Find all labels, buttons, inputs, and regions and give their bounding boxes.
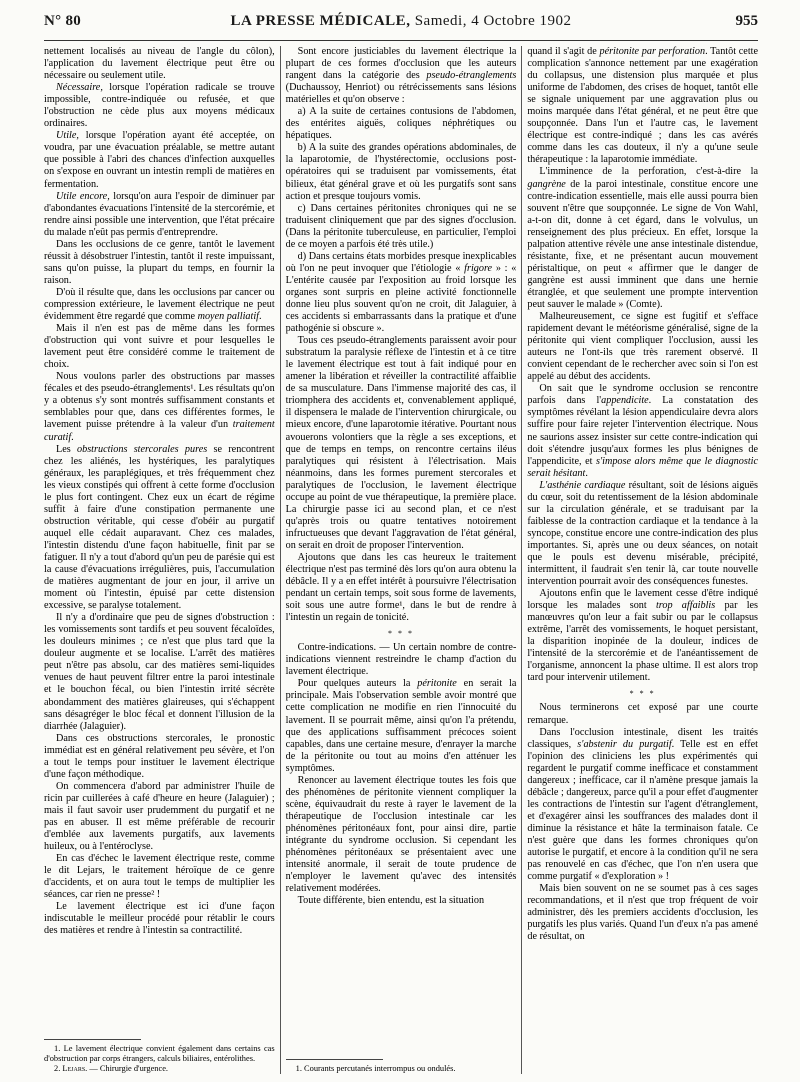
paragraph [286,678,517,774]
paragraph: Mais il n'en est pas de même dans les formes d'obstruction qui vont suivre et pour lesquelles le lavement peut être considéré comme le traitement de choix. [44,323,275,371]
list-item [286,251,517,335]
text: lorsque l'opération ayant été acceptée, on voudra, par une évacuation préalable, se mettre autant que possible à l'abri des chances d'infection auxquelles on s'expose en ouvrant un intestin rempli de matières en fermentation. [44,130,275,190]
emphasis: trop affaiblis [655,600,716,612]
column-3 [522,46,758,1074]
author-name: Lejars. [62,1064,88,1073]
list-item: b) A la suite des grandes opérations abdominales, de la laparotomie, de l'hystérectomie, occlusions post-opératoires qui se traduisent par vomissements, état bilieux, état général grave et où les purgatifs sont sans action et presque toujours vomis. [285,142,517,202]
text: Ajoutons enfin que le lavement cesse d'être indiqué lorsque les malades sont [527,588,759,612]
emphasis: appendicite [601,395,649,407]
paragraph: Le lavement électrique est ici d'une façon indiscutable le meilleur procédé pour rétablir le cours des matières et rendre à l'intestin sa contractilité. [44,901,275,937]
paragraph: Ajoutons que dans les cas heureux le traitement électrique n'est pas terminé dès lors qu'on aura obtenu la débâcle. Il y a en effet intérêt à poursuivre l'électrisation pendant un certain temps, soit sous forme de lavements, soit sous une autre forme¹, dans le but de rendre à l'intestin un regain de tonicité. [285,551,517,624]
text: . Telle est en effet l'opinion des cliniciens les plus expérimentés qui regardent le purgatif comme inefficace et constamment dangereux ; inefficace, car il n'amène presque jamais la débâcle ; dangereux, parce qu'il a pour effet d'augmenter les contractions de l'intestin sur l'agent d'étranglement, et d'exagérer ainsi les souffrances des malades dont il diminue la résistance et hâte la terminaison fatale. Ce n'est guère que dans les formes chroniques qu'on autorise le purgatif, et encore à la condition qu'il ne sera pas renouvelé en cas d'échec, que l'on n'en usera que comme purgatif « d'exploration » ! [527,738,759,883]
emphasis: péritonite par perforation [599,46,706,57]
emphasis: L'asthénie cardiaque [539,479,626,491]
text: lorsque l'opération radicale se trouve impossible, contre-indiquée ou refusée, et que l'obstruction ne cède plus aux moyens médicaux ordinaires. [44,82,275,130]
text: en serait la principale. Mais l'observation semble avoir montré que cette complication ne modifie en rien l'innocuité du lavement. Il se pourrait même, ainsi qu'on l'a prétendu, que des applications suffisamment précoces soient capables, dans une certaine mesure, d'enrayer la marche de la péritonite ou tout au moins d'en atténuer les symptômes. [285,678,517,774]
paragraph [44,82,275,130]
text: On sait que le syndrome occlusion se rencontre parfois dans l' [527,383,759,407]
paragraph: Dans ces obstructions stercorales, le pronostic immédiat est en général relativement peu sévère, et l'on a tout le temps pour instituer le lavement électrique d'une façon méthodique. [44,732,275,780]
footnotes [44,1033,275,1074]
paragraph [44,287,275,323]
emphasis: Utile, [56,130,79,142]
footnote-rule [286,1059,383,1060]
emphasis: péritonite [417,678,457,690]
text: Nous voulons parler des obstructions par masses fécales et des pseudo-étranglements¹. Les résultats qu'on y a obtenus s'y sont montrés suffisamment constants et semblables pour que, dans ces différentes formes, le lavement puisse prétendre à la valeur d'un [44,371,275,431]
page-header [44,0,758,41]
paragraph: Il n'y a d'ordinaire que peu de signes d'obstruction : les vomissements sont tardifs et peu souvent fécaloïdes, les douleurs minimes ; ce n'est que plus tard que la douleur augmente et se localise. L'arrêt des matières peut n'être pas absolu, car des matières semi-liquides venues de haut peuvent filtrer entre la paroi intestinale et le bouchon fécal, ou bien l'intestin irrité sécrète abondamment des matières glaireuses, qui s'échappent sans désagréger le bloc fécal et donnent l'illusion de la diarrhée (Jalaguier). [44,612,275,732]
paragraph: Toute différente, bien entendu, est la situation [297,895,485,907]
issue-date: Samedi, 4 Octobre 1902 [414,13,572,29]
emphasis: gangrène [527,178,566,190]
page-number: 955 [735,13,758,29]
emphasis: moyen palliatif [197,311,259,323]
paragraph [44,191,275,239]
issue-number: N° 80 [44,13,82,29]
emphasis: Nécessaire, [56,82,103,94]
footnote-rule [44,1039,141,1040]
footnote [44,1064,275,1074]
emphasis: Utile encore, [56,190,110,202]
text: par les manœuvres qu'on leur a fait subir ou par le collapsus extrême, l'arrêt des vomissements, le hoquet persistant, la disparition inopinée de la douleur, indices de l'intensité de la stercorémie et de l'anéantissement de l'organisme, annoncent la phase ultime. Il est alors trop tard pour intervenir utilement. [527,600,759,684]
paragraph [286,46,517,106]
paragraph [527,480,758,588]
paragraph: Mais bien souvent on ne se soumet pas à ces sages recommandations, et il n'est que trop fréquent de voir administrer, dès les premiers accidents d'occlusion, les purgatifs les plus variés. Quand l'un d'eux n'a pas amené de résultat, on [527,883,759,943]
paragraph: Contre-indications. — Un certain nombre de contre-indications viennent restreindre le champ d'action du lavement électrique. [285,642,517,678]
text: Dans l'occlusion intestinale, disent les traités classiques, [527,726,759,750]
paragraph [527,588,758,684]
text: . [585,467,588,479]
text: L'imminence de la perforation, c'est-à-dire la [539,166,759,178]
paragraph [527,727,758,884]
emphasis: frigore [464,262,493,274]
text: » : « L'entérite causée par l'exposition au froid lorsque les organes sont surpris en pleine activité fonctionnelle donne lieu plus souvent qu'on ne croit, dit Jalaguier, à ces accidents si embarrassants dans la pratique et d'une pathogénie si obscure ». [285,262,517,335]
text: . [259,311,262,323]
footnote: 1. Le lavement électrique convient également dans certains cas d'obstruction par corps étrangers, calculs biliaires, entérolithes. [44,1044,275,1063]
list-item: a) A la suite de certaines contusions de l'abdomen, des entérites aiguës, coliques néphrétiques ou hépatiques. [285,106,517,142]
emphasis: s'abstenir du purgatif [577,738,672,750]
paragraph [527,383,758,479]
list-item: c) Dans certaines péritonites chroniques qui ne se traduisent cliniquement que par des signes d'occlusion. (Dans la péritonite tuberculeuse, en particulier, l'emploi de ce moyen a parfois été très utile.) [285,202,517,250]
text: — Chirurgie d'urgence. [87,1064,169,1073]
paragraph [44,130,275,190]
footnote: 1. Courants percutanés interrompus ou ondulés. [295,1064,456,1073]
text: D'où il résulte que, dans les occlusions par cancer ou compression extérieure, le lavement électrique ne peut évidemment être regardé que comme [44,286,275,323]
text: se rencontrent chez les aliénés, les hystériques, les paralytiques généraux, les paraplégiques, et très fréquemment chez les vieux constipés qui offrent à cette forme d'occlusion le plus fort contingent. Chez eux un écart de régime suffit à faire d'une constipation permanente une obstruction véritable, qui cesse d'obéir au purgatif auquel elle cédait auparavant. Chez ces malades, l'intestin distendu d'une façon habituelle, finit par se fatiguer. Il n'y a tout d'abord qu'un peu de parésie qui est la cause d'évacuations irrégulières, puis, l'accumulation de matières augmentant de jour en jour, il arrive un moment où l'intestin, épuisé par cette distension excessive, se paralyse totalement. [44,443,275,612]
text: . La constatation des symptômes révélant la lésion appendiculaire devra alors suffire pour faire rejeter l'intervention électrique. Nous ne saurions assez insister sur cette contre-indication qui doit s'étendre jusqu'aux formes les plus bénignes de l'appendicite, et [527,395,759,467]
paragraph [527,46,758,166]
text: quand il s'agit de [527,46,600,57]
text: . [71,431,74,443]
paragraph: nettement localisés au niveau de l'angle du côlon), l'application du lavement électrique peut être ou nécessaire ou seulement utile. [44,46,275,82]
paragraph: Tous ces pseudo-étranglements paraissent avoir pour substratum la paralysie réflexe de l'intestin et à ce titre le lavement électrique est tout à fait indiqué pour en amener la libération et réveiller la contractilité affaiblie de sa musculature. Dans l'immense majorité des cas, il triomphera des accidents et, convenablement appliqué, il dispensera le malade de l'intervention chirurgicale, ou mieux encore, d'une laparotomie itérative. Pourtant nous avouerons volontiers que la règle a ses exceptions, et que de temps en temps, on rencontre certains iléus paralytiques qui résistent à l'électrisation. Mais néanmoins, dans les formes purement stercorales et paralytiques de l'occlusion, le lavement électrique occupe au point de vue thérapeutique, la première place. La chirurgie passe ici au second plan, et ce n'est qu'après trois ou quatre tentatives notoirement infructueuses que devant l'aggravation de l'état général, on serait en droit de proposer l'intervention. [285,335,517,551]
text: lorsqu'on aura l'espoir de diminuer par d'abondantes évacuations l'intensité de la stercorémie, et rendre ainsi possible une intervention, que l'état précaire du malade n'eût pas permis d'entreprendre. [44,190,275,238]
text: d) Dans certains états morbides presque inexplicables où l'on ne peut invoquer que l'étiologie « [285,250,517,274]
text: . Tantôt cette complication s'annonce nettement par une exagération du collapsus, une distension plus marquée et plus uniforme de l'abdomen, des crises de hoquet, tantôt elle se signale uniquement par une aggravation plus ou moins marquée dans l'état général, et ne peut être que soupçonnée. Dans l'un et l'autre cas, le lavement électrique est contre-indiqué ; dans les cas avérés comme dans les cas douteux, il n'y a qu'une seule thérapeutique : la laparotomie immédiate. [527,46,759,166]
text-columns [44,46,758,1074]
text: de la paroi intestinale, constitue encore une contre-indication essentielle, mais elle aussi pourra bien souvent n'être que soupçonnée. Le signe de Von Wahl, a-t-on dit, donne à cet égard, dans le volvulus, un renseignement des plus précieux. En effet, lorsque la palpation attentive révèle une anse intestinale distendue, résistante, fixe, et ne présentant aucun mouvement péristaltique, on peut « affirmer que le danger de gangrène est aussi imminent que dans une hernie étranglée, et que seulement une prompte intervention peut sauver le malade » (Comte). [527,178,759,310]
paragraph: Nous terminerons cet exposé par une courte remarque. [527,702,759,726]
text: Sont encore justiciables du lavement électrique la plupart de ces formes d'occlusion que les auteurs rangent dans la catégorie des [285,46,517,82]
section-asterism: * * * [388,629,414,639]
journal-title-line [44,13,758,30]
paragraph [44,371,275,443]
emphasis: s'impose alors même que le diagnostic serait hésitant [527,455,759,479]
paragraph: Dans les occlusions de ce genre, tantôt le lavement réussit à désobstruer l'intestin, tantôt il reste impuissant, sans qu'on puisse, la plupart du temps, en fournir la raison. [44,238,275,286]
text: 2. [54,1064,63,1073]
column-2 [281,46,522,1074]
paragraph [527,166,758,311]
paragraph: Malheureusement, ce signe est fugitif et s'efface rapidement devant le météorisme généralisé, signe de la péritonite qui vient compliquer l'occlusion, aussi les auteurs ne l'ont-ils que très rarement observé. Il convient cependant de le rechercher avec soin si l'on est appelé au début des accidents. [527,311,759,383]
paragraph: Renoncer au lavement électrique toutes les fois que des phénomènes de péritonite viennent compliquer la scène, équivaudrait du reste à rayer le lavement de la thérapeutique de l'occlusion intestinale car les phénomènes péritonéaux font, pour ainsi dire, partie intégrante du syndrome occlusion. Si cependant les phénomènes péritonéaux se présentaient avec une intensité anormale, il serait de toute prudence de n'employer le lavement qu'avec des intensités relativement modérées. [285,774,517,895]
paragraph: En cas d'échec le lavement électrique reste, comme le dit Lejars, le traitement héroïque de ce genre d'accidents, et on aura tout le temps de multiplier les séances, car rien ne presse² ! [44,853,275,901]
text: (Duchaussoy, Henriot) ou rétrécissements sans lésions matérielles et qu'on observe : [285,82,517,106]
emphasis: traitement curatif [44,419,275,443]
emphasis: obstructions stercorales pures [77,443,208,455]
text: Pour quelques auteurs la [297,678,418,690]
text: résultant, soit de lésions aiguës du cœur, soit du retentissement de la lésion abdominale sur la circulation générale, et se traduisant par la faiblesse de la contraction cardiaque et la tendance à la syncope, constitue encore une contre-indication des plus importantes. Si, après une ou deux séances, on notait que le pouls est devenu misérable, précipité, intermittent, il faudrait s'en tenir là, car toute nouvelle intervention pourrait avoir des conséquences funestes. [527,479,759,588]
section-asterism: * * * [629,689,656,699]
emphasis: pseudo-étranglements [426,70,517,82]
text: Les [56,443,78,455]
paragraph: On commencera d'abord par administrer l'huile de ricin par cuillerées à café d'heure en heure (Jalaguier) ; mais il faut savoir user prudemment du purgatif et ne pas en abuser. Il est même préférable de recourir d'emblée aux lavements purgatifs, aux lavements huileux, ou à l'entéroclyse. [44,780,275,853]
footnotes [286,1053,517,1074]
journal-title: LA PRESSE MÉDICALE, [230,13,411,29]
paragraph [44,444,275,613]
column-1 [44,46,280,1074]
